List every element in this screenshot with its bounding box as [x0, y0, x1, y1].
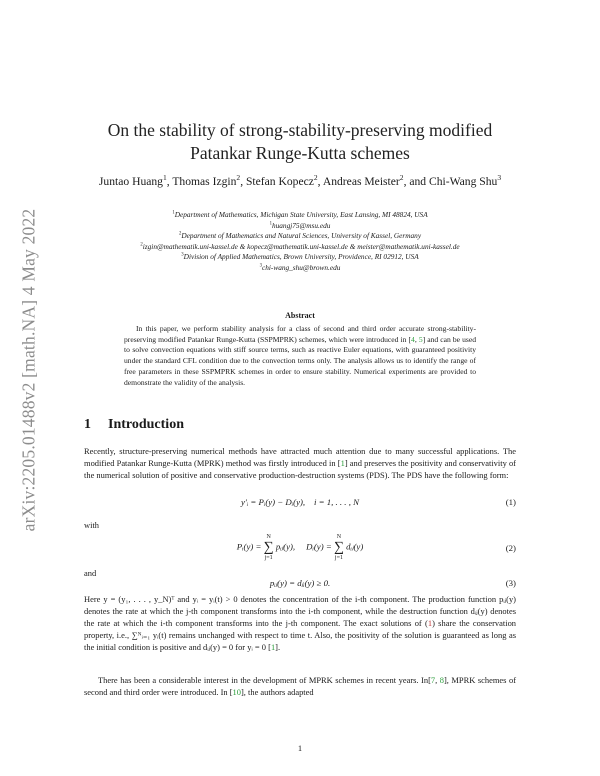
paragraph-text: Recently, structure-preserving numerical methods have attracted much attention due to many successful applications. The modified Patankar Runge-Kutta (MPRK) method was firstly introduced in [: [84, 446, 516, 469]
abstract-heading: Abstract: [285, 311, 315, 320]
equation-body: [84, 497, 516, 507]
citation-link[interactable]: 7: [430, 675, 436, 685]
author: Thomas Izgin: [172, 175, 237, 188]
title-line-2: Patankar Runge-Kutta schemes: [190, 143, 410, 163]
author-separator: ,: [166, 175, 173, 188]
affiliation-text: Department of Mathematics, Michigan State University, East Lansing, MI 48824, USA: [174, 210, 428, 219]
connector-and: and: [84, 568, 97, 578]
affiliations: [84, 210, 516, 274]
title-line-1: On the stability of strong-stability-preserving modified: [107, 120, 493, 140]
author-separator: , and: [403, 175, 429, 188]
sum-upper: N: [336, 534, 342, 540]
paragraph-text: ) share the conservation property, i.e., ∑ᴺᵢ₌₁ yᵢ(t) remains unchanged with respect to time t. Also, the positivity of the solution is guaranteed as long as the initial condition is positive and dᵢⱼ(y) = 0 for yᵢ = 0 [: [84, 618, 517, 653]
paragraph-text: ], MPRK schemes of second and third order were introduced. In [: [84, 675, 516, 698]
paragraph-text: There has been a considerable interest in the development of MPRK schemes in recent years. In[: [98, 675, 431, 685]
sigma-glyph: ∑: [263, 540, 274, 555]
sum-symbol: [334, 533, 344, 562]
sum-lower: j=1: [264, 555, 273, 561]
equation-body: [84, 578, 516, 589]
author-list: [84, 174, 516, 189]
equation-number: (2): [505, 543, 516, 553]
affiliation-text: Department of Mathematics and Natural Sciences, University of Kassel, Germany: [181, 231, 422, 241]
citation-link[interactable]: 1: [340, 458, 345, 469]
author-mark: 2: [236, 173, 241, 183]
sum-symbol: [264, 533, 274, 562]
affiliation: [84, 210, 516, 221]
body-paragraph: [84, 674, 516, 698]
affiliation-mark: 2: [140, 242, 143, 248]
affiliation-mark: 1: [172, 210, 175, 216]
affiliation-mark: 1: [269, 221, 272, 227]
affiliation-mark: 3: [181, 252, 184, 258]
equation-3: [84, 578, 516, 592]
equation-number: (1): [505, 497, 516, 507]
equation-text: pᵢⱼ(y) = dⱼᵢ(y) ≥ 0.: [269, 578, 331, 588]
equation-number: (3): [505, 578, 516, 588]
affiliation-text: izgin@mathematik.uni-kassel.de & kopecz@mathematik.uni-kassel.de & meister@mathematik.uni-kassel.de: [142, 241, 460, 251]
intro-paragraph: [84, 445, 516, 481]
author: Andreas Meister: [322, 175, 400, 188]
author-separator: ,: [317, 175, 323, 188]
page-number: 1: [297, 743, 303, 753]
affiliation-text: huangj75@msu.edu: [271, 220, 331, 230]
citation-link[interactable]: 1: [270, 642, 276, 653]
equation-lhs: Dᵢ(y) =: [306, 541, 332, 552]
equation-1: [84, 497, 516, 511]
section-heading: [84, 417, 184, 433]
body-paragraph: [84, 593, 516, 653]
affiliation-email: [84, 242, 516, 253]
paragraph-text: ], the authors adapted: [240, 687, 314, 698]
equation-lhs: Pᵢ(y) =: [236, 541, 262, 552]
affiliation-email: [84, 263, 516, 274]
paper-title: [80, 119, 520, 165]
equation-term: dᵢⱼ(y): [346, 541, 364, 552]
affiliation: [84, 231, 516, 242]
sum-lower: j=1: [334, 555, 343, 561]
abstract-text: ] and can be used to solve convection equations with stiff source terms, such as reactive Euler equations, with guaranteed positivity under the standard CFL condition due to the convection terms only. The analysis allows us to identify the range of free parameters in these SSPMPRK schemes in order to ensure stability. Numerical experiments are provided to demonstrate the validity of the analysis.: [124, 334, 476, 387]
paragraph-text: ] and preserves the positivity and conservativity of the numerical solution of positive and conservative production-destruction systems (PDS). The PDS have the following form:: [84, 458, 516, 481]
paragraph-text: ].: [275, 642, 281, 653]
affiliation-email: [84, 221, 516, 232]
affiliation: [84, 252, 516, 263]
author-mark: 2: [399, 173, 404, 183]
affiliation-text: Division of Applied Mathematics, Brown University, Providence, RI 02912, USA: [183, 252, 419, 262]
sum-upper: N: [266, 534, 271, 540]
author: Stefan Kopecz: [245, 175, 314, 188]
equation-lhs: y′ᵢ = Pᵢ(y) − Dᵢ(y),: [241, 497, 306, 507]
author: Juntao Huang: [98, 175, 163, 188]
section-number: 1: [84, 417, 91, 432]
equation-body: [84, 533, 516, 562]
author-mark: 1: [162, 173, 167, 183]
citation-link[interactable]: 8: [439, 675, 444, 685]
arxiv-stamp: arXiv:2205.01488v2 [math.NA] 4 May 2022: [18, 208, 39, 532]
equation-term: pᵢⱼ(y),: [275, 541, 296, 552]
affiliation-mark: 3: [259, 263, 262, 269]
author-mark: 3: [497, 173, 502, 183]
paragraph-text: Here y = (y₁, . . . , y_N)ᵀ and yᵢ = yᵢ(t) > 0 denotes the concentration of the i-th component. The production function pᵢⱼ(y) denotes the rate at which the j-th component transforms into the i-th component, while the destruction function dᵢⱼ(y) denotes the rate at which the i-th component transforms into the j-th component. The exact solutions of (: [84, 594, 516, 629]
section-title: Introduction: [108, 417, 184, 432]
author-mark: 2: [313, 173, 318, 183]
author: Chi-Wang Shu: [429, 175, 498, 188]
citation-link[interactable]: 5: [418, 334, 423, 344]
abstract-body: [124, 324, 476, 388]
abstract-text: In this paper, we perform stability analysis for a class of second and third order accurate strong-stability-preserving modified Patankar Runge-Kutta (SSPMPRK) schemes, which were introduced in [: [124, 324, 476, 344]
author-separator: ,: [240, 175, 246, 188]
equation-ref-link[interactable]: 1: [427, 618, 433, 629]
equation-2: [84, 533, 516, 563]
connector-with: with: [84, 520, 100, 530]
affiliation-mark: 2: [178, 231, 182, 237]
citation-link[interactable]: 4: [411, 334, 415, 344]
abstract-text: ,: [414, 334, 419, 344]
citation-link[interactable]: 10: [232, 687, 241, 698]
affiliation-text: chi-wang_shu@brown.edu: [261, 262, 341, 272]
equation-range: i = 1, . . . , N: [313, 497, 359, 507]
sigma-glyph: ∑: [333, 540, 344, 555]
paragraph-text: ,: [435, 675, 440, 685]
